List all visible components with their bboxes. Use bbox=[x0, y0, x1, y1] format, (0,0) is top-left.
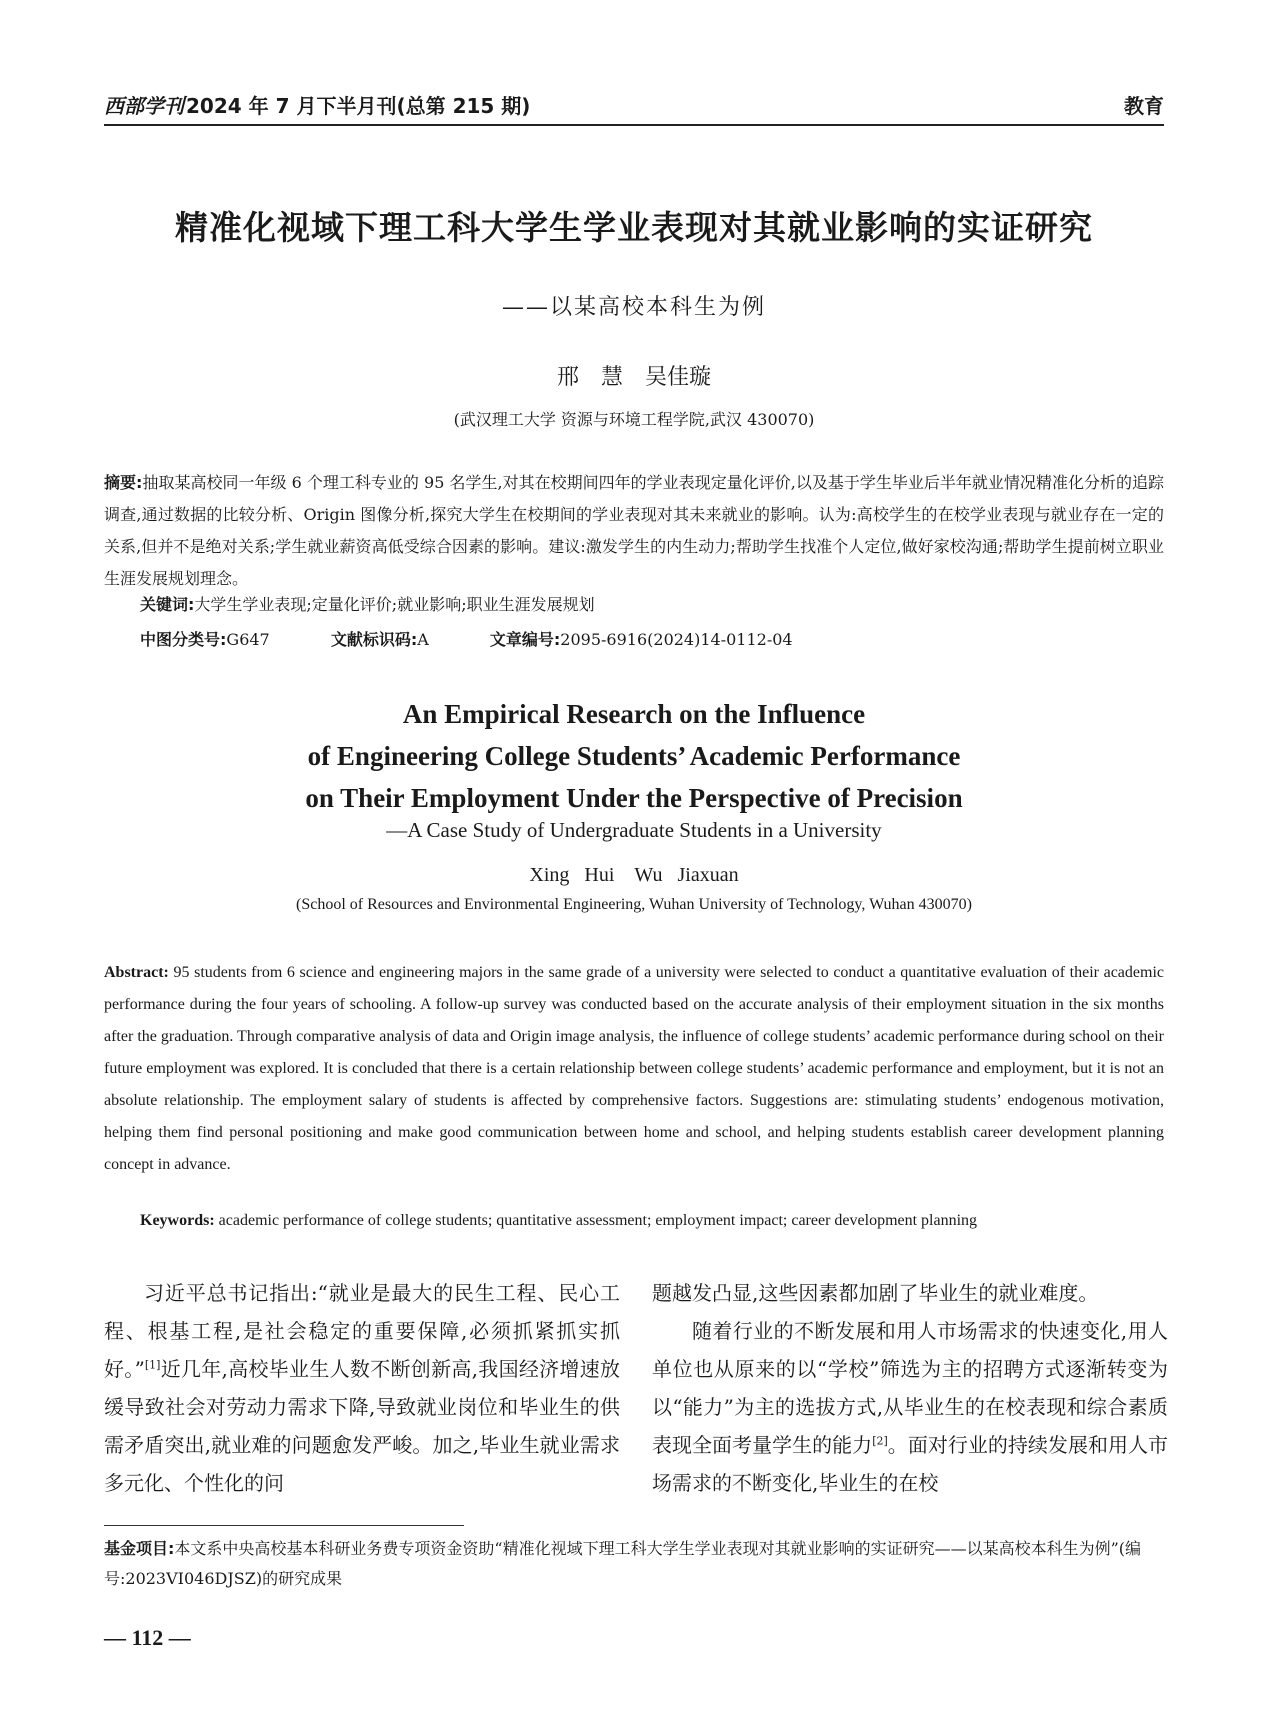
subtitle-chinese: ——以某高校本科生为例 bbox=[501, 295, 766, 320]
abstract-label-cn: 摘要: bbox=[104, 473, 143, 492]
clc-label: 中图分类号: bbox=[140, 630, 227, 649]
keywords-text-cn: 大学生学业表现;定量化评价;就业影响;职业生涯发展规划 bbox=[194, 595, 595, 614]
keywords-label-en: Keywords: bbox=[140, 1212, 215, 1229]
keywords-english bbox=[140, 1212, 1164, 1230]
title-english-line: on Their Employment Under the Perspective of Precision bbox=[305, 783, 963, 813]
section-name: 教育 bbox=[1124, 94, 1164, 118]
footnote-divider bbox=[104, 1525, 464, 1526]
authors-english: Xing Hui Wu Jiaxuan bbox=[529, 864, 739, 886]
title-english-line: of Engineering College Students’ Academic Performance bbox=[307, 741, 961, 771]
body-text: 随着行业的不断发展和用人市场需求的快速变化,用人单位也从原来的以“学校”筛选为主的招聘方式逐渐转变为以“能力”为主的选拔方式,从毕业生的在校表现和综合素质表现全面考量学生的能力 bbox=[652, 1319, 1168, 1457]
journal-issue bbox=[104, 90, 530, 119]
article-number-value: 2095-6916(2024)14-0112-04 bbox=[560, 630, 793, 649]
keywords-label-cn: 关键词: bbox=[140, 595, 195, 614]
title-english bbox=[104, 693, 1164, 819]
funding-note bbox=[104, 1534, 1164, 1594]
running-header bbox=[104, 90, 1164, 124]
doc-code-value: A bbox=[417, 630, 429, 649]
clc-value: G647 bbox=[226, 630, 270, 649]
authors-chinese: 邢 慧 吴佳璇 bbox=[556, 365, 711, 390]
header-divider bbox=[104, 124, 1164, 126]
affiliation-chinese: (武汉理工大学 资源与环境工程学院,武汉 430070) bbox=[453, 410, 815, 429]
keywords-chinese bbox=[140, 592, 1160, 615]
classification-line bbox=[140, 627, 1160, 650]
body-column-right bbox=[652, 1274, 1168, 1502]
subtitle-english: —A Case Study of Undergraduate Students in a University bbox=[386, 818, 882, 842]
body-text: 习近平总书记指出:“就业是最大的民生工程、民心工程、根基工程,是社会稳定的重要保障,必须抓紧抓实抓好。” bbox=[104, 1281, 620, 1381]
title-chinese: 精准化视域下理工科大学生学业表现对其就业影响的实证研究 bbox=[175, 208, 1093, 247]
doc-code-label: 文献标识码: bbox=[330, 630, 418, 649]
title-english-line: An Empirical Research on the Influence bbox=[402, 699, 866, 729]
abstract-chinese bbox=[104, 467, 1164, 595]
body-text: 。面对行业的持续发展和用人市场需求的不断变化,毕业生的在校 bbox=[652, 1433, 1169, 1495]
abstract-english bbox=[104, 957, 1164, 1181]
journal-logo: 西部学刊 bbox=[104, 94, 184, 118]
body-column-left bbox=[104, 1274, 620, 1502]
citation-ref: [1] bbox=[144, 1358, 161, 1372]
affiliation-english: (School of Resources and Environmental Engineering, Wuhan University of Technology, Wuhan 430070) bbox=[296, 896, 972, 913]
keywords-text-en: academic performance of college students; quantitative assessment; employment impact; career development planning bbox=[218, 1212, 978, 1229]
body-text: 近几年,高校毕业生人数不断创新高,我国经济增速放缓导致社会对劳动力需求下降,导致就业岗位和毕业生的供需矛盾突出,就业难的问题愈发严峻。加之,毕业生就业需求多元化、个性化的问 bbox=[104, 1357, 621, 1495]
body-paragraph bbox=[104, 1274, 620, 1502]
page-number: — 112 — bbox=[104, 1625, 191, 1650]
abstract-text-en: 95 students from 6 science and engineering majors in the same grade of a university were selected to conduct a quantitative evaluation of their academic performance during the four years of schooling. A follow-up survey was conducted based on the accurate analysis of their employment situation in the six months after the graduation. Through comparative analysis of data and Origin image analysis, the influence of college students’ academic performance during school on their future employment was explored. It is concluded that there is a certain relationship between college students’ academic performance and employment, but it is not an absolute relationship. The employment salary of students is affected by comprehensive factors. Suggestions are: stimulating students’ endogenous motivation, helping them find personal positioning and make good communication between home and school, and helping students establish career development planning concept in advance. bbox=[104, 964, 1165, 1173]
funding-label: 基金项目: bbox=[104, 1539, 175, 1558]
funding-text: 本文系中央高校基本科研业务费专项资金资助“精准化视域下理工科大学生学业表现对其就业影响的实证研究——以某高校本科生为例”(编号:2023VI046DJSZ)的研究成果 bbox=[104, 1539, 1142, 1588]
abstract-text-cn: 抽取某高校同一年级 6 个理工科专业的 95 名学生,对其在校期间四年的学业表现定量化评价,以及基于学生毕业后半年就业情况精准化分析的追踪调查,通过数据的比较分析、Origin 图像分析,探究大学生在校期间的学业表现对其未来就业的影响。认为:高校学生的在校学业表现与就业存在一定的关系,但并不是绝对关系;学生就业薪资高低受综合因素的影响。建议:激发学生的内生动力;帮助学生找准个人定位,做好家校沟通;帮助学生提前树立职业生涯发展规划理念。 bbox=[104, 473, 1164, 588]
issue-info: 2024 年 7 月下半月刊(总第 215 期) bbox=[186, 94, 531, 118]
body-paragraph: 题越发凸显,这些因素都加剧了毕业生的就业难度。 bbox=[652, 1281, 1099, 1305]
body-paragraph bbox=[652, 1312, 1168, 1502]
article-number-label: 文章编号: bbox=[489, 630, 561, 649]
citation-ref: [2] bbox=[872, 1434, 888, 1448]
abstract-label-en: Abstract: bbox=[104, 964, 169, 981]
